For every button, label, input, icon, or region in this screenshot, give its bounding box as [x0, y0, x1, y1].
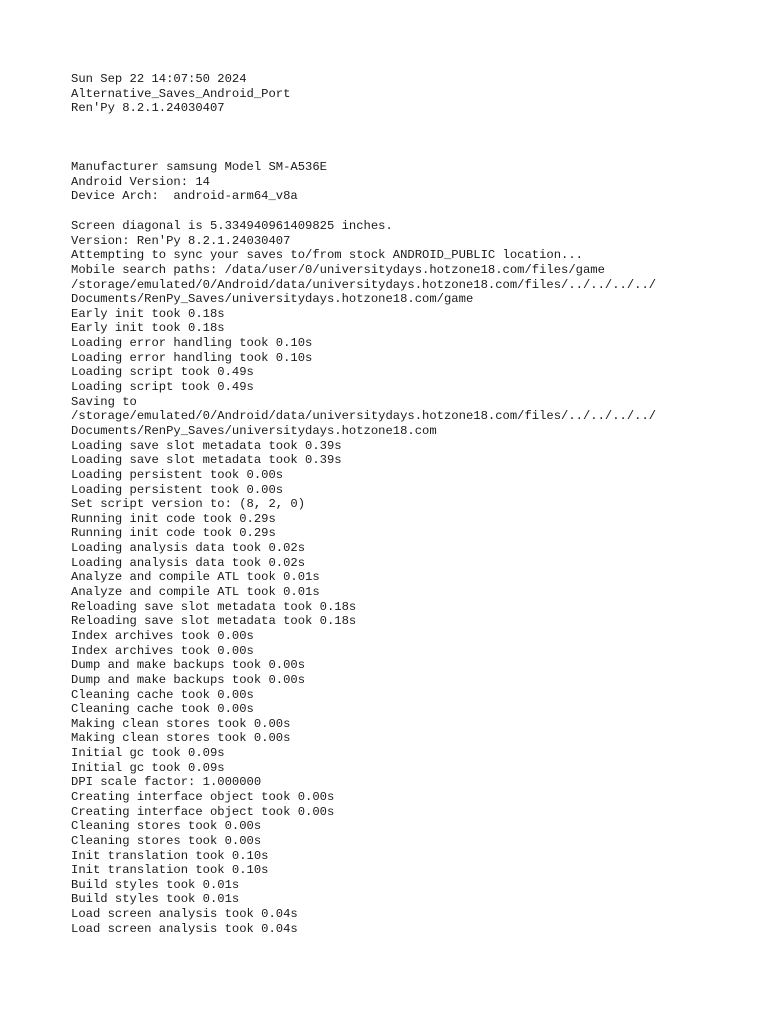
log-line: Loading persistent took 0.00s — [71, 467, 284, 482]
log-line: Cleaning stores took 0.00s — [71, 819, 262, 834]
log-line: Load screen analysis took 0.04s — [71, 907, 298, 922]
device-info-line: Manufacturer samsung Model SM-A536E — [71, 160, 327, 174]
log-line: Init translation took 0.10s — [71, 848, 269, 863]
log-line: Cleaning stores took 0.00s — [71, 833, 262, 848]
log-line: Making clean stores took 0.00s — [71, 716, 291, 731]
device-info-line: Android Version: 14 — [71, 174, 210, 189]
log-line: Documents/RenPy_Saves/universitydays.hotzone18.com — [71, 423, 437, 438]
log-line: Init translation took 0.10s — [71, 863, 269, 878]
log-line: /storage/emulated/0/Android/data/universitydays.hotzone18.com/files/../../../../ — [71, 409, 657, 424]
log-line: Analyze and compile ATL took 0.01s — [71, 570, 320, 585]
log-line: Loading persistent took 0.00s — [71, 482, 284, 497]
log-line: Loading error handling took 0.10s — [71, 336, 313, 351]
log-line: Build styles took 0.01s — [71, 877, 240, 892]
log-line: Loading analysis data took 0.02s — [71, 555, 306, 570]
log-line: Running init code took 0.29s — [71, 511, 276, 526]
log-line: Set script version to: (8, 2, 0) — [71, 497, 306, 512]
log-line: Creating interface object took 0.00s — [71, 804, 335, 819]
device-info — [71, 160, 327, 204]
log-line: Making clean stores took 0.00s — [71, 731, 291, 746]
log-line: Running init code took 0.29s — [71, 526, 276, 541]
log-line: Loading analysis data took 0.02s — [71, 541, 306, 556]
log-line: DPI scale factor: 1.000000 — [71, 775, 262, 790]
log-line: Cleaning cache took 0.00s — [71, 687, 254, 702]
log-line: Early init took 0.18s — [71, 306, 225, 321]
header-line: Sun Sep 22 14:07:50 2024 — [71, 72, 247, 86]
log-line: Loading save slot metadata took 0.39s — [71, 438, 342, 453]
log-body — [71, 219, 656, 936]
log-line: /storage/emulated/0/Android/data/universitydays.hotzone18.com/files/../../../../ — [71, 277, 657, 292]
log-line: Index archives took 0.00s — [71, 643, 254, 658]
log-line: Loading script took 0.49s — [71, 365, 254, 380]
log-line: Dump and make backups took 0.00s — [71, 658, 306, 673]
log-line: Version: Ren'Py 8.2.1.24030407 — [71, 233, 291, 248]
log-line: Build styles took 0.01s — [71, 892, 240, 907]
log-line: Load screen analysis took 0.04s — [71, 921, 298, 936]
log-line: Index archives took 0.00s — [71, 628, 254, 643]
log-header — [71, 72, 290, 116]
log-line: Initial gc took 0.09s — [71, 746, 225, 761]
log-line: Saving to — [71, 394, 137, 409]
log-line: Attempting to sync your saves to/from stock ANDROID_PUBLIC location... — [71, 248, 583, 263]
log-line: Documents/RenPy_Saves/universitydays.hotzone18.com/game — [71, 292, 474, 307]
log-line: Mobile search paths: /data/user/0/universitydays.hotzone18.com/files/game — [71, 262, 605, 277]
log-line: Loading save slot metadata took 0.39s — [71, 453, 342, 468]
log-line: Loading script took 0.49s — [71, 380, 254, 395]
log-line: Cleaning cache took 0.00s — [71, 702, 254, 717]
log-line: Initial gc took 0.09s — [71, 760, 225, 775]
log-line: Loading error handling took 0.10s — [71, 350, 313, 365]
log-line: Creating interface object took 0.00s — [71, 789, 335, 804]
header-line: Alternative_Saves_Android_Port — [71, 86, 291, 101]
log-line: Reloading save slot metadata took 0.18s — [71, 614, 357, 629]
log-line: Screen diagonal is 5.334940961409825 inches. — [71, 219, 393, 233]
log-line: Reloading save slot metadata took 0.18s — [71, 599, 357, 614]
log-line: Analyze and compile ATL took 0.01s — [71, 585, 320, 600]
log-line: Early init took 0.18s — [71, 321, 225, 336]
header-line: Ren'Py 8.2.1.24030407 — [71, 101, 225, 116]
log-line: Dump and make backups took 0.00s — [71, 672, 306, 687]
device-info-line: Device Arch: android-arm64_v8a — [71, 189, 298, 204]
